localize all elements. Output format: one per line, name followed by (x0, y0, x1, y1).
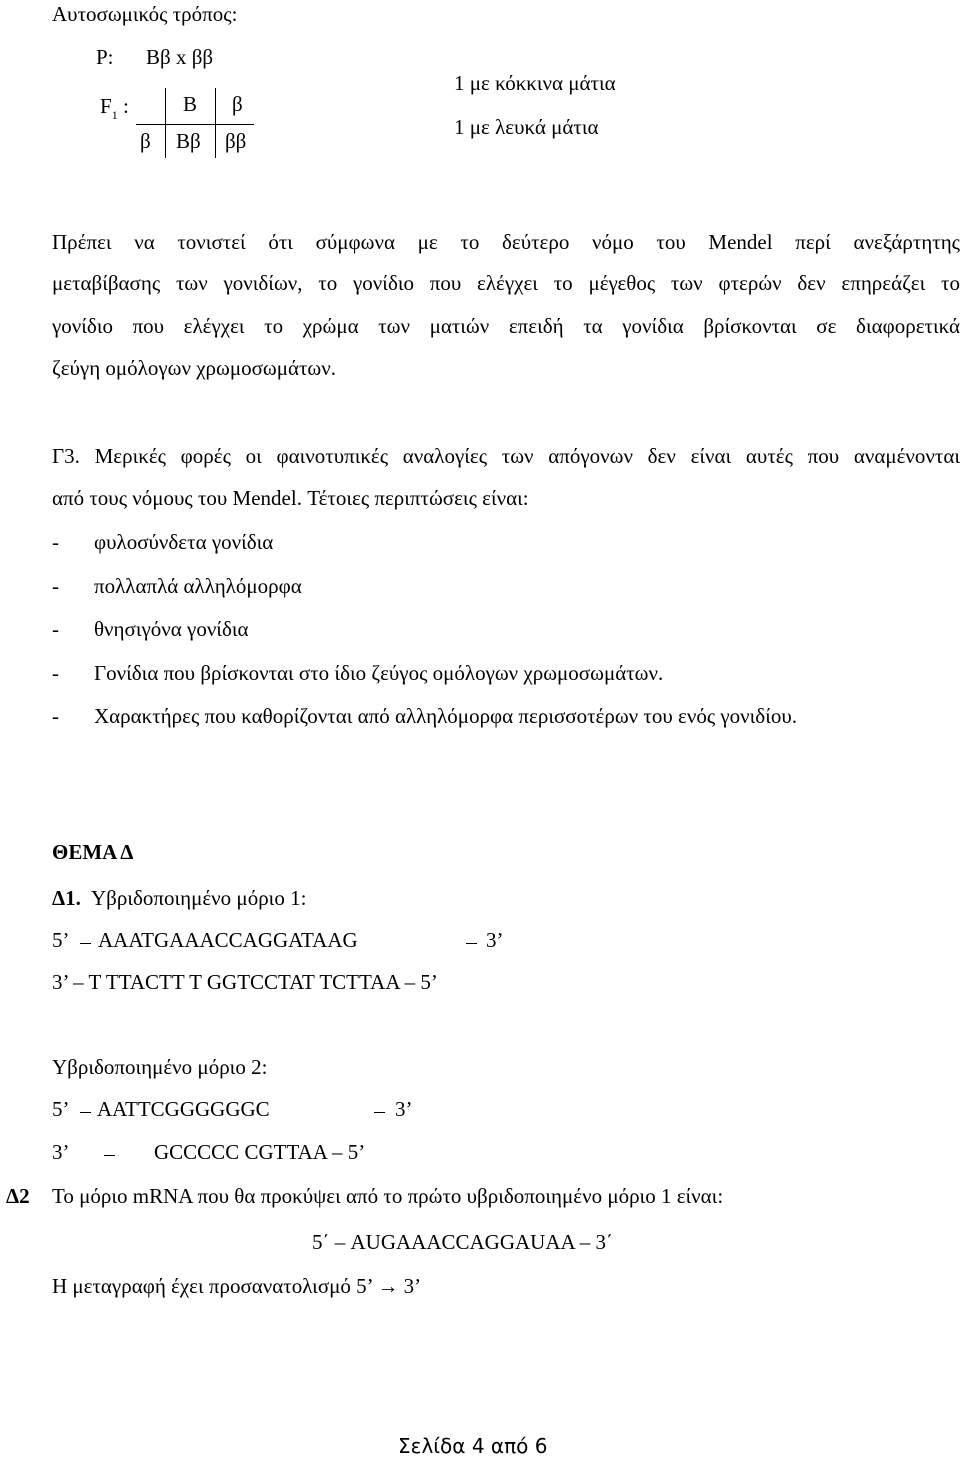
bullet-marker: - (52, 704, 59, 728)
punnett-vline-2 (215, 88, 216, 158)
d2-text: Το μόριο mRNA που θα προκύψει από το πρώτο υβριδοποιημένο μόριο 1 είναι: (52, 1184, 724, 1208)
punnett-gamete-top-2: β (232, 92, 243, 116)
list-item: θνησιγόνα γονίδια (94, 617, 249, 641)
molecule-2-top-dash-left (80, 1112, 91, 1113)
molecule-2-top-5prime: 5’ (52, 1097, 70, 1121)
list-item: Χαρακτήρες που καθορίζονται από αλληλόμορφα περισσοτέρων του ενός γονιδίου. (94, 704, 797, 728)
autosomal-heading: Αυτοσωμικός τρόπος: (52, 2, 238, 26)
molecule-2-top-3prime: 3’ (395, 1097, 413, 1121)
d1-title: Υβριδοποιημένο μόριο 1: (91, 886, 307, 910)
molecule-1-top-3prime: 3’ (486, 928, 504, 952)
p-cross: Ββ x ββ (146, 45, 214, 69)
molecule-1-top-sequence: AAATGAAACCAGGATAAG (98, 928, 358, 952)
punnett-gamete-top-1: Β (183, 92, 198, 116)
molecule-1-top-dash-left (80, 943, 91, 944)
mendel-paragraph-line-3: γονίδιο που ελέγχει το χρώμα των ματιών επειδή τα γονίδια βρίσκονται σε διαφορετικά (52, 314, 960, 338)
molecule-2-title: Υβριδοποιημένο μόριο 2: (52, 1055, 268, 1079)
f1-label (100, 96, 129, 121)
punnett-vline-1 (165, 88, 166, 158)
punnett-hline (136, 124, 254, 125)
molecule-2-bottom-sequence: GCCCCC CGTTAA – 5’ (154, 1140, 366, 1164)
bullet-marker: - (52, 530, 59, 554)
f1-subscript: 1 (111, 108, 118, 122)
molecule-1-top-dash-right (466, 943, 477, 944)
list-item: πολλαπλά αλληλόμορφα (94, 574, 302, 598)
molecule-2-bottom-dash (104, 1155, 115, 1156)
g3-line-1: Γ3. Μερικές φορές οι φαινοτυπικές αναλογίες των απόγονων δεν είναι αυτές που αναμένονται (52, 444, 960, 468)
mendel-paragraph-line-2: μεταβίβασης των γονιδίων, το γονίδιο που ελέγχει το μέγεθος των φτερών δεν επηρεάζει το (52, 271, 960, 295)
molecule-1-top-5prime: 5’ (52, 928, 70, 952)
molecule-2-bottom-3prime: 3’ (52, 1140, 70, 1164)
g3-line-2: από τους νόμους του Mendel. Τέτοιες περιπτώσεις είναι: (52, 486, 529, 510)
punnett-cell-1: Ββ (176, 129, 201, 153)
list-item: φυλοσύνδετα γονίδια (94, 530, 274, 554)
ratio-red-eyes: 1 με κόκκινα μάτια (454, 71, 616, 95)
transcription-direction: Η μεταγραφή έχει προσανατολισμό 5’ → 3’ (52, 1274, 422, 1298)
theme-d-heading: ΘΕΜΑ Δ (52, 840, 134, 864)
mendel-paragraph-line-1: Πρέπει να τονιστεί ότι σύμφωνα με το δεύτερο νόμο του Mendel περί ανεξάρτητης (52, 230, 960, 254)
mendel-paragraph-line-4: ζεύγη ομόλογων χρωμοσωμάτων. (52, 356, 337, 380)
f1-colon: : (122, 94, 129, 118)
list-item: Γονίδια που βρίσκονται στο ίδιο ζεύγος ομόλογων χρωμοσωμάτων. (94, 661, 664, 685)
bullet-marker: - (52, 574, 59, 598)
molecule-2-top-sequence: AATTCGGGGGGC (97, 1097, 270, 1121)
f1-letter: F (100, 94, 112, 118)
bullet-marker: - (52, 661, 59, 685)
bullet-marker: - (52, 617, 59, 641)
ratio-white-eyes: 1 με λευκά μάτια (454, 115, 599, 139)
d1-label: Δ1. (52, 886, 81, 910)
punnett-gamete-left: β (140, 129, 151, 153)
mrna-sequence: 5΄ – AUGAAACCAGGAUAA – 3΄ (312, 1230, 613, 1254)
molecule-1-bottom-strand: 3’ – T TTACTT T GGTCCTAT TCTTAA – 5’ (52, 970, 438, 994)
d2-label: Δ2 (6, 1184, 30, 1208)
molecule-2-top-dash-right (374, 1112, 385, 1113)
punnett-cell-2: ββ (225, 129, 247, 153)
p-label: P: (96, 45, 114, 69)
page-number: Σελίδα 4 από 6 (398, 1434, 548, 1458)
